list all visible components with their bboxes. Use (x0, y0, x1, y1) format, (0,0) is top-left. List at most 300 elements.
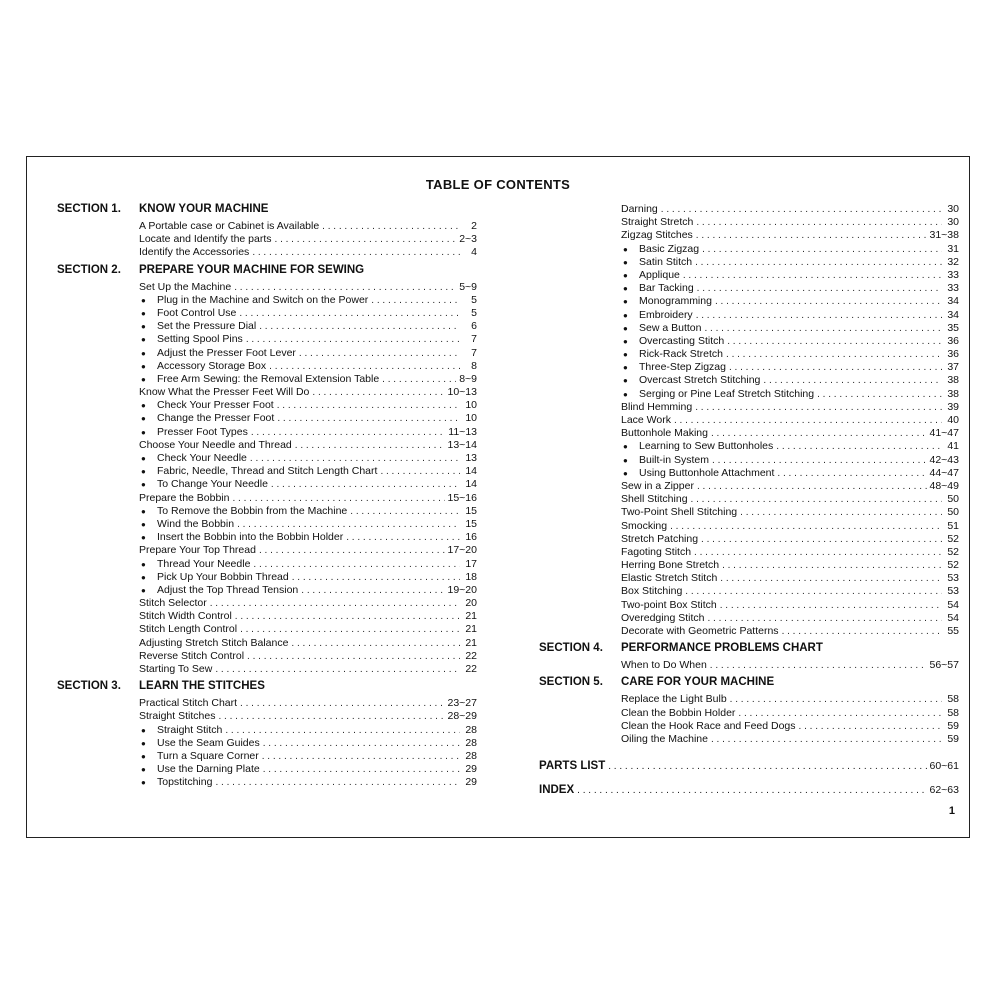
toc-entry-label: Smocking (621, 519, 668, 532)
toc-entry-label: Lace Work (621, 414, 671, 426)
section-entries (139, 697, 477, 789)
toc-entry (139, 426, 477, 439)
leader-dots (694, 546, 942, 559)
section-title: LEARN THE STITCHES (139, 680, 265, 693)
toc-entry (621, 533, 959, 546)
toc-entry (139, 333, 477, 346)
toc-entry-page: 5 (471, 306, 477, 319)
toc-entry (621, 720, 959, 733)
toc-entry-label: Accessory Storage Box (157, 359, 267, 372)
leader-dots (371, 294, 460, 307)
toc-entry (139, 294, 477, 307)
toc-entry-label: Stretch Patching (621, 532, 699, 545)
section-heading (57, 203, 477, 220)
toc-entry-label: Decorate with Geometric Patterns (621, 625, 779, 637)
toc-entry (621, 559, 959, 572)
toc-entry-label: Plug in the Machine and Switch on the Power (157, 293, 369, 306)
toc-entry-label: Serging or Pine Leaf Stretch Stitching (639, 387, 815, 400)
toc-entry (621, 625, 959, 638)
leader-dots (277, 412, 460, 425)
bullet-icon: ● (141, 335, 146, 345)
leader-dots (696, 216, 942, 229)
toc-entry-label: Presser Foot Types (157, 425, 248, 438)
leader-dots (291, 637, 460, 650)
toc-entry-page: 59 (947, 732, 959, 745)
leader-dots (730, 693, 942, 706)
toc-entry-label: Foot Control Use (157, 306, 237, 319)
bullet-icon: ● (141, 559, 146, 569)
toc-entry-page: 6 (471, 320, 477, 333)
leader-dots (262, 750, 460, 763)
toc-entry-label: Clean the Hook Race and Feed Dogs (621, 719, 796, 732)
toc-entry (621, 309, 959, 322)
toc-entry-page: 11~13 (448, 425, 477, 438)
toc-entry-label: Straight Stitch (157, 723, 223, 736)
bullet-icon: ● (623, 350, 628, 360)
bullet-icon: ● (623, 310, 628, 320)
bullet-icon: ● (623, 455, 628, 465)
toc-entry (621, 269, 959, 282)
toc-entry-page: 30 (947, 203, 959, 215)
leader-dots (695, 256, 942, 269)
toc-entry (139, 763, 477, 776)
right-sections (539, 638, 959, 750)
leader-dots (299, 347, 460, 360)
toc-entry-page: 20 (465, 597, 477, 610)
toc-entry-label: When to Do When (621, 659, 707, 672)
leader-dots (715, 295, 942, 308)
toc-entry-page: 50 (947, 493, 959, 506)
bullet-icon: ● (623, 284, 628, 294)
leader-dots (729, 361, 942, 374)
toc-entry-page: 52 (947, 545, 959, 558)
toc-entry (621, 414, 959, 427)
toc-entry-page: 30 (947, 216, 959, 229)
leader-dots (277, 399, 460, 412)
toc-entry-page: 13 (465, 452, 477, 464)
toc-entry-page: 28 (465, 749, 477, 762)
toc-entry (621, 546, 959, 559)
toc-entry (139, 220, 477, 233)
toc-entry (621, 401, 959, 414)
toc-entry (139, 246, 477, 259)
bullet-icon: ● (623, 363, 628, 373)
toc-entry-page: 21 (465, 610, 477, 623)
toc-entry-page: 38 (947, 387, 959, 400)
toc-entry-page: 23~27 (447, 697, 477, 710)
toc-entry (621, 295, 959, 308)
bullet-icon: ● (141, 308, 146, 318)
toc-entry-label: Set Up the Machine (139, 280, 232, 293)
toc-entry-label: Sew in a Zipper (621, 479, 694, 492)
toc-entry-page: 14 (465, 465, 477, 478)
leader-dots (817, 388, 942, 401)
toc-entry-page: 7 (471, 346, 477, 359)
leader-dots (763, 374, 942, 387)
toc-entry-label: Replace the Light Bulb (621, 693, 727, 706)
document-page (26, 156, 970, 838)
toc-entry-label: Know What the Presser Feet Will Do (139, 386, 310, 399)
section-heading (57, 680, 477, 697)
leader-dots (685, 585, 942, 598)
leader-dots (259, 544, 445, 557)
toc-entry-page: 48~49 (929, 479, 959, 492)
toc-entry-label: Elastic Stretch Stitch (621, 572, 718, 585)
toc-entry-page: 14 (465, 478, 477, 491)
toc-entry-label: Straight Stitches (139, 710, 216, 723)
leader-dots (250, 452, 460, 465)
toc-entry (621, 693, 959, 706)
toc-entry-label: Wind the Bobbin (157, 517, 235, 530)
bullet-icon: ● (141, 467, 146, 477)
toc-entry-label: Shell Stitching (621, 493, 688, 506)
bullet-icon: ● (141, 765, 146, 775)
bullet-icon: ● (141, 519, 146, 529)
leader-dots (215, 776, 460, 789)
toc-entry-label: Blind Hemming (621, 400, 693, 413)
toc-entry-label: Reverse Stitch Control (139, 649, 245, 662)
toc-entry-label: Adjust the Top Thread Tension (157, 583, 299, 596)
toc-entry-label: Satin Stitch (639, 255, 693, 268)
leader-dots (210, 597, 460, 610)
toc-entry-page: 50 (947, 506, 959, 519)
leader-dots (776, 440, 942, 453)
toc-entry (139, 360, 477, 373)
leader-dots (235, 610, 460, 623)
toc-entry (621, 322, 959, 335)
bullet-icon: ● (623, 389, 628, 399)
toc-entry-page: 34 (947, 295, 959, 308)
toc-entry (139, 452, 477, 465)
section-entries (621, 659, 959, 672)
toc-entry-page: 16 (465, 531, 477, 544)
toc-entry-page: 40 (947, 414, 959, 426)
toc-entry (139, 492, 477, 505)
toc-entry (621, 493, 959, 506)
toc-entry-page: 56~57 (929, 659, 959, 672)
toc-entry-page: 21 (465, 623, 477, 636)
toc-entry (139, 386, 477, 399)
leader-dots (239, 307, 460, 320)
toc-entry-label: Identify the Accessories (139, 246, 250, 259)
toc-entry-label: Stitch Selector (139, 597, 207, 610)
toc-entry (621, 599, 959, 612)
toc-entry (139, 233, 477, 246)
toc-entry-label: Starting To Sew (139, 663, 213, 675)
toc-entry-page: 15 (465, 504, 477, 517)
leader-dots (696, 309, 942, 322)
toc-entry (621, 348, 959, 361)
toc-entry (139, 373, 477, 386)
toc-entry-page: 42~43 (929, 453, 959, 466)
leader-dots (346, 531, 460, 544)
toc-entry-label: Stitch Width Control (139, 610, 232, 623)
index-entry (539, 784, 959, 798)
toc-entry-page: 52 (947, 559, 959, 572)
toc-entry-page: 15~16 (447, 491, 477, 504)
leader-dots (232, 492, 444, 505)
toc-entry-page: 7 (471, 333, 477, 346)
bullet-icon: ● (141, 295, 146, 305)
bullet-icon: ● (141, 401, 146, 411)
toc-entry-label: Set the Pressure Dial (157, 320, 257, 333)
leader-dots (253, 558, 460, 571)
toc-entry-page: 32 (947, 255, 959, 268)
leader-dots (697, 480, 927, 493)
leader-dots (380, 465, 460, 478)
toc-entry-page: 29 (465, 763, 477, 776)
leader-dots (259, 320, 460, 333)
bullet-icon: ● (141, 427, 146, 437)
toc-entry-label: Topstitching (157, 776, 213, 789)
section-number: SECTION 1. (57, 203, 121, 215)
toc-section (57, 264, 477, 677)
parts-list-entry (539, 760, 959, 774)
toc-entry-page: 15 (465, 517, 477, 530)
toc-entry-label: Learning to Sew Buttonholes (639, 440, 774, 453)
toc-entry (621, 520, 959, 533)
toc-entry-label: Two-point Box Stitch (621, 598, 717, 611)
toc-entry-page: 29 (465, 776, 477, 789)
toc-entry-label: Prepare the Bobbin (139, 491, 230, 504)
toc-entry-label: Choose Your Needle and Thread (139, 438, 292, 451)
toc-entry-page: 10 (465, 399, 477, 412)
bullet-icon: ● (141, 533, 146, 543)
toc-entry (621, 707, 959, 720)
leader-dots (701, 533, 942, 546)
toc-entry-label: Darning (621, 203, 658, 215)
toc-entry-page: 54 (947, 598, 959, 611)
leader-dots (608, 761, 926, 772)
bullet-icon: ● (623, 376, 628, 386)
section-number: SECTION 3. (57, 680, 121, 693)
toc-entry (139, 571, 477, 584)
toc-entry-page: 10 (465, 412, 477, 425)
toc-entry-label: Prepare Your Top Thread (139, 544, 256, 557)
toc-entry-label: Free Arm Sewing: the Removal Extension Table (157, 372, 380, 385)
toc-entry-label: Box Stitching (621, 585, 683, 598)
toc-entry-page: 28 (465, 736, 477, 749)
section-title: PREPARE YOUR MACHINE FOR SEWING (139, 263, 365, 276)
toc-entry (621, 733, 959, 746)
toc-entry-page: 17~20 (447, 544, 477, 557)
toc-entry-label: Check Your Presser Foot (157, 399, 274, 412)
leader-dots (712, 454, 926, 467)
leader-dots (711, 733, 942, 746)
section-title: PERFORMANCE PROBLEMS CHART (621, 642, 823, 655)
bullet-icon: ● (623, 468, 628, 478)
toc-entry-page: 58 (947, 706, 959, 719)
toc-entry-label: Use the Seam Guides (157, 736, 260, 749)
left-column (57, 203, 477, 794)
section-heading (539, 642, 959, 659)
toc-entry-label: Check Your Needle (157, 452, 247, 464)
bullet-icon: ● (141, 778, 146, 788)
toc-entry (139, 399, 477, 412)
leader-dots (722, 559, 942, 572)
bullet-icon: ● (141, 506, 146, 516)
leader-dots (720, 599, 942, 612)
toc-entry-page: 55 (947, 625, 959, 637)
toc-entry (621, 256, 959, 269)
leader-dots (218, 710, 444, 723)
toc-entry-label: Adjusting Stretch Stitch Balance (139, 636, 289, 649)
toc-entry-label: Two-Point Shell Stitching (621, 506, 738, 519)
right-column (539, 203, 959, 798)
toc-entry (621, 374, 959, 387)
leader-dots (269, 360, 460, 373)
toc-entry-label: Built-in System (639, 453, 710, 466)
leader-dots (251, 426, 445, 439)
toc-entry-page: 21 (465, 636, 477, 649)
index-label: INDEX (539, 784, 575, 797)
leader-dots (246, 333, 460, 346)
leader-dots (711, 427, 927, 440)
section-heading (539, 676, 959, 693)
section-title: CARE FOR YOUR MACHINE (621, 676, 775, 689)
toc-entry-label: Stitch Length Control (139, 623, 238, 636)
toc-entry (139, 505, 477, 518)
toc-entry (621, 585, 959, 598)
leader-dots (740, 506, 942, 519)
toc-entry-label: Fagoting Stitch (621, 545, 692, 558)
toc-entry-label: To Remove the Bobbin from the Machine (157, 504, 348, 517)
toc-entry-label: Turn a Square Corner (157, 749, 259, 762)
leader-dots (702, 243, 942, 256)
toc-entry (139, 597, 477, 610)
leader-dots (674, 414, 942, 427)
section-number: SECTION 5. (539, 676, 603, 689)
leader-dots (234, 281, 456, 294)
leader-dots (382, 373, 456, 386)
toc-entry-label: Sew a Button (639, 321, 702, 334)
toc-entry (139, 710, 477, 723)
toc-entry-label: Straight Stretch (621, 216, 694, 229)
leader-dots (695, 401, 942, 414)
toc-entry (139, 637, 477, 650)
toc-entry-label: Rick-Rack Stretch (639, 348, 724, 361)
toc-entry (139, 663, 477, 676)
toc-entry-page: 13~14 (447, 438, 477, 451)
toc-entry (621, 572, 959, 585)
toc-entry-label: Bar Tacking (639, 282, 694, 295)
toc-entry-label: Use the Darning Plate (157, 763, 260, 776)
toc-entry-page: 19~20 (447, 583, 477, 596)
toc-entry-label: Change the Presser Foot (157, 412, 275, 425)
leader-dots (720, 572, 942, 585)
bullet-icon: ● (141, 454, 146, 463)
toc-entry-page: 31 (947, 242, 959, 255)
toc-entry-page: 28~29 (447, 710, 477, 723)
parts-list-page: 60~61 (929, 760, 959, 773)
toc-entry-page: 36 (947, 334, 959, 347)
toc-entry-page: 51 (947, 519, 959, 532)
toc-entry-page: 5 (471, 293, 477, 306)
toc-entry-page: 33 (947, 268, 959, 281)
toc-entry (139, 439, 477, 452)
toc-entry-page: 33 (947, 282, 959, 295)
leader-dots (240, 623, 460, 636)
toc-entry-label: Embroidery (639, 308, 693, 321)
leader-dots (726, 348, 942, 361)
toc-entry (139, 697, 477, 710)
leader-dots (683, 269, 942, 282)
section-number: SECTION 2. (57, 263, 121, 276)
section-3-continued (621, 203, 959, 638)
leader-dots (301, 584, 444, 597)
section-number: SECTION 4. (539, 642, 603, 655)
page-number: 1 (948, 805, 955, 817)
bullet-icon: ● (623, 323, 628, 333)
page-title: TABLE OF CONTENTS (425, 177, 571, 192)
leader-dots (696, 229, 927, 242)
toc-entry (139, 776, 477, 789)
leader-dots (237, 518, 460, 531)
toc-entry (139, 750, 477, 763)
leader-dots (215, 663, 460, 676)
bullet-icon: ● (141, 322, 146, 332)
toc-entry (621, 440, 959, 453)
toc-entry-page: 41~47 (929, 427, 959, 440)
leader-dots (691, 493, 942, 506)
toc-entry-label: Adjust the Presser Foot Lever (157, 346, 296, 359)
toc-entry-page: 28 (465, 723, 477, 736)
toc-entry-page: 37 (947, 361, 959, 374)
leader-dots (292, 571, 460, 584)
leader-dots (275, 233, 457, 246)
toc-entry-label: Using Buttonhole Attachment (639, 466, 775, 479)
section-entries (139, 220, 477, 260)
leader-dots (738, 707, 942, 720)
toc-entry-page: 8~9 (459, 372, 477, 385)
toc-entry-page: 53 (947, 585, 959, 598)
toc-section (539, 676, 959, 746)
toc-entry-page: 38 (947, 374, 959, 387)
leader-dots (263, 737, 460, 750)
leader-dots (271, 478, 460, 491)
toc-entry (621, 467, 959, 480)
toc-entry-label: Oiling the Machine (621, 732, 708, 745)
leader-dots (782, 625, 942, 638)
toc-entry (139, 307, 477, 320)
bullet-icon: ● (623, 244, 628, 254)
bullet-icon: ● (141, 751, 146, 761)
toc-entry-label: Clean the Bobbin Holder (621, 706, 736, 719)
toc-section (57, 680, 477, 789)
toc-entry (621, 612, 959, 625)
toc-entry-label: Basic Zigzag (639, 242, 700, 255)
toc-entry (621, 506, 959, 519)
section-entries (139, 281, 477, 677)
toc-entry (139, 623, 477, 636)
toc-entry-page: 2 (471, 220, 477, 232)
bullet-icon: ● (141, 585, 146, 595)
toc-entry-page: 34 (947, 308, 959, 321)
section-entries (621, 693, 959, 746)
toc-entry (621, 361, 959, 374)
toc-entry (139, 347, 477, 360)
leader-dots (247, 650, 460, 663)
leader-dots (322, 220, 460, 233)
toc-entry-label: Thread Your Needle (157, 557, 251, 570)
toc-entry-label: Buttonhole Making (621, 427, 708, 440)
toc-entry (139, 412, 477, 425)
toc-entry (139, 558, 477, 571)
leader-dots (661, 203, 942, 216)
toc-entry (139, 737, 477, 750)
toc-entry-label: Monogramming (639, 295, 712, 308)
toc-entry (139, 650, 477, 663)
